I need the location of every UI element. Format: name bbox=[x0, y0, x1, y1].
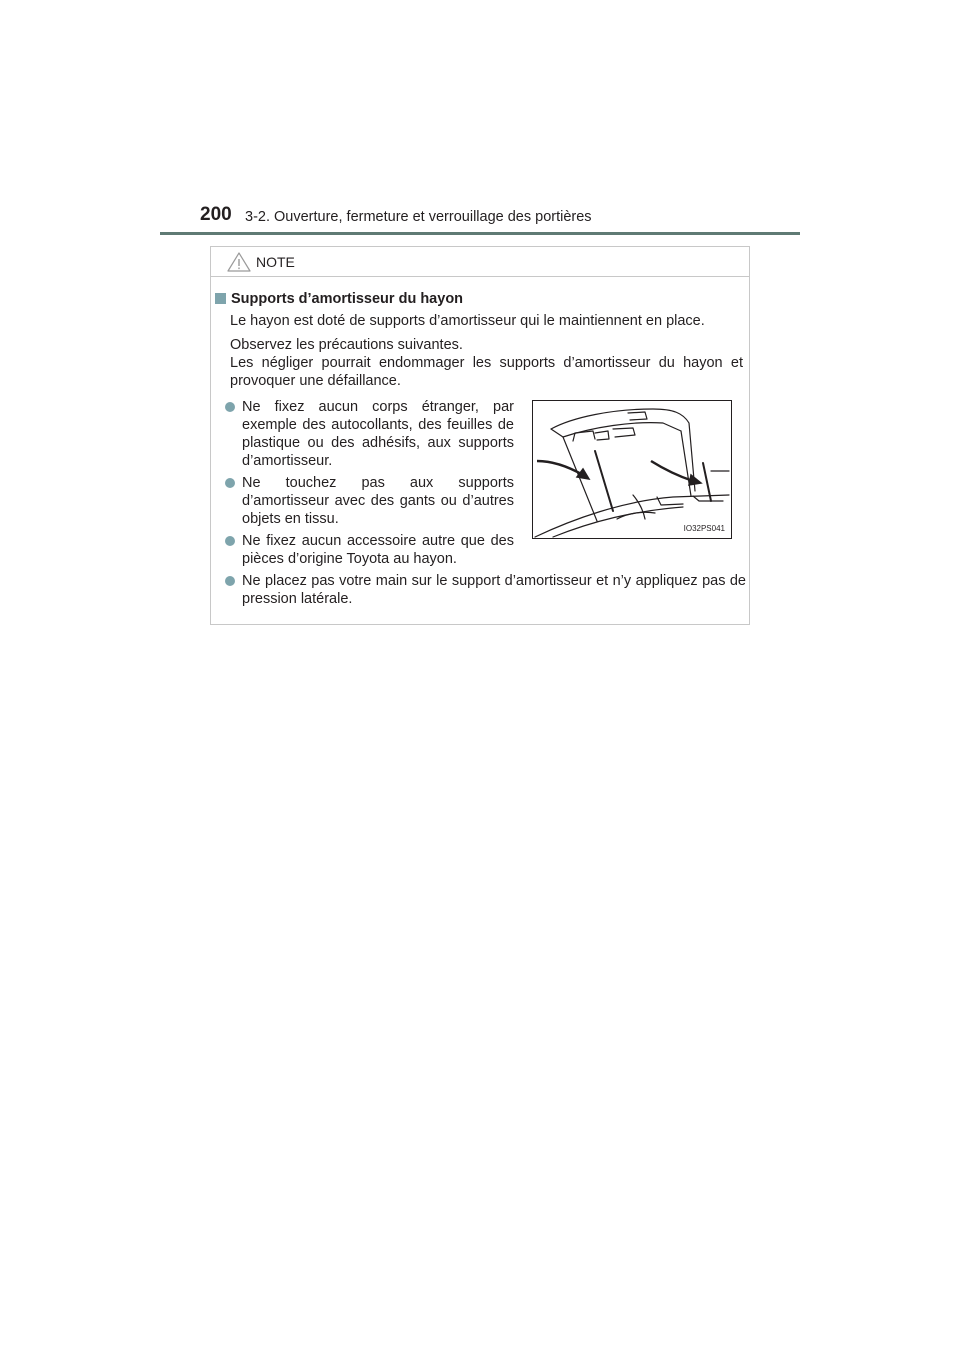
chapter-title: 3-2. Ouverture, fermeture et verrouillage des portières bbox=[245, 209, 592, 225]
warning-icon bbox=[226, 251, 252, 273]
precaution-paragraph: Observez les précautions suivantes. Les négliger pourrait endommager les supports d’amortisseur du hayon et provoquer une défaillance. bbox=[230, 337, 743, 389]
section-heading-text: Supports d’amortisseur du hayon bbox=[231, 291, 464, 307]
tailgate-damper-illustration bbox=[532, 400, 732, 539]
list-item-text: Ne touchez pas aux supports d’amortisseur avec des gants ou d’autres objets en tissu. bbox=[242, 475, 514, 527]
header-rule bbox=[160, 232, 800, 235]
list-item-text: Ne fixez aucun accessoire autre que des pièces d’origine Toyota au hayon. bbox=[242, 533, 514, 567]
square-bullet-icon bbox=[215, 293, 226, 304]
section-heading bbox=[215, 290, 463, 308]
note-box bbox=[210, 246, 750, 625]
bullet-dot-icon bbox=[225, 536, 235, 546]
page-number: 200 bbox=[200, 204, 232, 225]
intro-paragraph: Le hayon est doté de supports d’amortisseur qui le maintiennent en place. bbox=[230, 313, 705, 329]
bullet-dot-icon bbox=[225, 402, 235, 412]
list-item-text: Ne fixez aucun corps étranger, par exemple des autocollants, des feuilles de plastique ou des adhésifs, aux supports d’amortisseur. bbox=[242, 399, 514, 469]
illustration-code: IO32PS041 bbox=[683, 524, 725, 533]
note-label: NOTE bbox=[256, 254, 295, 270]
note-header bbox=[211, 247, 749, 277]
bullet-dot-icon bbox=[225, 576, 235, 586]
list-item-text: Ne placez pas votre main sur le support d’amortisseur et n’y appliquez pas de pression latérale. bbox=[242, 573, 746, 607]
tailgate-drawing bbox=[533, 401, 731, 538]
bullet-dot-icon bbox=[225, 478, 235, 488]
